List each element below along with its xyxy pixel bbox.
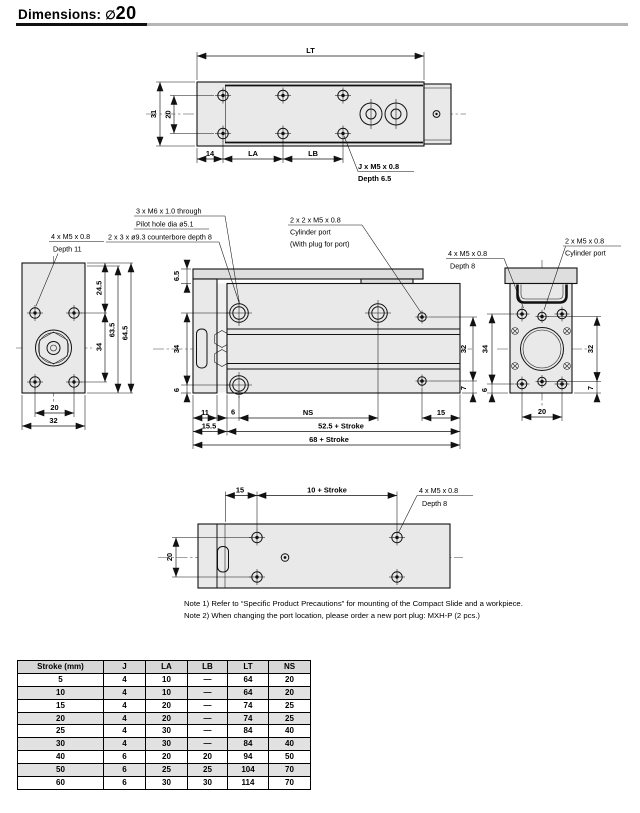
table-row bbox=[18, 764, 311, 777]
dim-label-20: 20 bbox=[165, 552, 174, 562]
front-view bbox=[106, 207, 477, 450]
table-cell: 6 bbox=[104, 764, 146, 777]
table-cell: 25 bbox=[269, 699, 311, 712]
table-cell: 40 bbox=[269, 725, 311, 738]
top-view bbox=[146, 46, 466, 183]
table-cell: 10 bbox=[18, 686, 104, 699]
column-header: Stroke (mm) bbox=[18, 661, 104, 674]
table-row bbox=[18, 712, 311, 725]
table-cell: 30 bbox=[146, 777, 188, 790]
dim-label-34: 34 bbox=[172, 344, 181, 354]
end-view bbox=[446, 237, 621, 422]
thread-depth-callout: Depth 6.5 bbox=[358, 174, 392, 183]
table-cell: — bbox=[188, 699, 228, 712]
thread-depth-callout: Depth 8 bbox=[422, 499, 448, 508]
dim-label-32: 32 bbox=[586, 344, 595, 354]
column-header: NS bbox=[269, 661, 311, 674]
dim-label-63-5: 63.5 bbox=[107, 322, 117, 338]
table-cell: 84 bbox=[228, 725, 269, 738]
dim-label-15: 15 bbox=[436, 408, 446, 417]
table-cell: 30 bbox=[146, 725, 188, 738]
dim-label-la: LA bbox=[248, 149, 258, 158]
dim-label-lt: LT bbox=[306, 46, 315, 55]
dim-label-20: 20 bbox=[163, 110, 173, 119]
table-cell: 5 bbox=[18, 673, 104, 686]
table-cell: 20 bbox=[18, 712, 104, 725]
table-cell: 40 bbox=[269, 738, 311, 751]
column-header: LA bbox=[146, 661, 188, 674]
table-cell: 20 bbox=[188, 751, 228, 764]
dim-label-6-5: 6.5 bbox=[172, 270, 181, 282]
table-cell: 64 bbox=[228, 686, 269, 699]
table-cell: 60 bbox=[18, 777, 104, 790]
port-callout-3: (With plug for port) bbox=[290, 239, 350, 249]
thread-callout: J x M5 x 0.8 bbox=[358, 162, 400, 171]
table-cell: 4 bbox=[104, 712, 146, 725]
table-cell: 74 bbox=[228, 712, 269, 725]
notes bbox=[184, 598, 523, 621]
table-cell: 25 bbox=[269, 712, 311, 725]
table-cell: 25 bbox=[18, 725, 104, 738]
table-cell: — bbox=[188, 738, 228, 751]
table-cell: 4 bbox=[104, 673, 146, 686]
thread-depth-callout: Depth 11 bbox=[53, 244, 82, 254]
diameter-symbol: ∅ bbox=[105, 8, 116, 22]
column-header: LT bbox=[228, 661, 269, 674]
table-row bbox=[18, 686, 311, 699]
table-row bbox=[18, 725, 311, 738]
title-label: Dimensions: bbox=[18, 7, 102, 22]
slide-table-plate bbox=[193, 269, 423, 279]
port-callout: 2 x 2 x M5 x 0.8 bbox=[290, 215, 341, 225]
dim-label-ns: NS bbox=[302, 408, 314, 417]
thread-callout: 4 x M5 x 0.8 bbox=[51, 232, 91, 241]
dim-label-20: 20 bbox=[50, 403, 59, 412]
left-side-view bbox=[16, 232, 133, 430]
cylinder-body bbox=[227, 284, 460, 394]
table-cell: 20 bbox=[269, 686, 311, 699]
table-cell: 4 bbox=[104, 686, 146, 699]
dimension-table bbox=[17, 660, 311, 790]
dim-label-24-5: 24.5 bbox=[94, 280, 104, 296]
table-cell: — bbox=[188, 686, 228, 699]
table-cell: 70 bbox=[269, 764, 311, 777]
table-cell: 4 bbox=[104, 738, 146, 751]
dim-label-34: 34 bbox=[480, 344, 490, 354]
table-cell: 15 bbox=[18, 699, 104, 712]
table-cap bbox=[505, 268, 577, 284]
bore-size: 20 bbox=[115, 3, 137, 23]
pilot-hole-callout: Pilot hole dia ø5.1 bbox=[136, 219, 194, 229]
port-callout-2: Cylinder port bbox=[290, 227, 331, 237]
table-row bbox=[18, 738, 311, 751]
table-cell: 74 bbox=[228, 699, 269, 712]
table-cell: 30 bbox=[146, 738, 188, 751]
table-cell: 114 bbox=[228, 777, 269, 790]
dim-label-31: 31 bbox=[149, 109, 158, 119]
dim-label-52-5-stroke: 52.5 + Stroke bbox=[318, 421, 364, 431]
dim-label-6b: 6 bbox=[230, 407, 236, 417]
table-cell: — bbox=[188, 712, 228, 725]
port-callout-2: Cylinder port bbox=[565, 248, 606, 258]
table-cell: 64 bbox=[228, 673, 269, 686]
dim-label-34: 34 bbox=[94, 342, 104, 352]
table-cell: 6 bbox=[104, 777, 146, 790]
dim-label-32: 32 bbox=[49, 416, 58, 425]
table-cell: 10 bbox=[146, 673, 188, 686]
left-view-body bbox=[22, 263, 85, 393]
dim-label-10-stroke: 10 + Stroke bbox=[307, 485, 347, 495]
table-cell: 4 bbox=[104, 699, 146, 712]
bottom-view-body bbox=[198, 524, 450, 588]
dim-label-15-5: 15.5 bbox=[201, 421, 217, 431]
thread-callout: 4 x M5 x 0.8 bbox=[448, 249, 488, 258]
dim-label-64-5: 64.5 bbox=[120, 325, 130, 341]
table-cell: 20 bbox=[146, 712, 188, 725]
table-cell: 30 bbox=[188, 777, 228, 790]
table-cell: 50 bbox=[18, 764, 104, 777]
dim-label-14: 14 bbox=[205, 149, 215, 158]
dim-label-15: 15 bbox=[235, 485, 245, 495]
dim-label-7: 7 bbox=[586, 385, 595, 391]
table-cell: 6 bbox=[104, 751, 146, 764]
dim-label-32: 32 bbox=[459, 344, 468, 354]
table-cell: 20 bbox=[146, 699, 188, 712]
table-cell: 20 bbox=[146, 751, 188, 764]
table-cell: 84 bbox=[228, 738, 269, 751]
table-header-row bbox=[18, 661, 311, 674]
table-cell: 104 bbox=[228, 764, 269, 777]
table-cell: — bbox=[188, 725, 228, 738]
column-header: LB bbox=[188, 661, 228, 674]
column-header: J bbox=[104, 661, 146, 674]
thread-depth-callout: Depth 8 bbox=[450, 261, 476, 271]
dim-label-11: 11 bbox=[201, 408, 209, 417]
dim-label-lb: LB bbox=[308, 149, 318, 158]
top-view-body bbox=[197, 82, 424, 146]
dim-label-20: 20 bbox=[537, 407, 547, 416]
note-2: Note 2) When changing the port location, please order a new port plug: MXH-P (2 pcs.) bbox=[184, 610, 480, 620]
thread-callout: 4 x M5 x 0.8 bbox=[419, 486, 459, 495]
table-cell: 25 bbox=[188, 764, 228, 777]
table-cell: 94 bbox=[228, 751, 269, 764]
table-cell: — bbox=[188, 673, 228, 686]
dim-label-6: 6 bbox=[172, 387, 181, 393]
table-cell: 50 bbox=[269, 751, 311, 764]
table-row bbox=[18, 751, 311, 764]
counterbore-callout: 2 x 3 x ø9.3 counterbore depth 8 bbox=[108, 232, 212, 242]
table-cell: 70 bbox=[269, 777, 311, 790]
table-cell: 20 bbox=[269, 673, 311, 686]
table-row bbox=[18, 673, 311, 686]
note-1: Note 1) Refer to “Specific Product Precautions” for mounting of the Compact Slide and a workpiece. bbox=[184, 599, 523, 608]
dim-label-68-stroke: 68 + Stroke bbox=[309, 435, 349, 444]
table-row bbox=[18, 777, 311, 790]
table-cell: 40 bbox=[18, 751, 104, 764]
table-cell: 4 bbox=[104, 725, 146, 738]
dim-label-6: 6 bbox=[480, 387, 489, 393]
table-cell: 30 bbox=[18, 738, 104, 751]
table-cell: 25 bbox=[146, 764, 188, 777]
table-row bbox=[18, 699, 311, 712]
through-hole-callout: 3 x M6 x 1.0 through bbox=[136, 206, 202, 216]
table-cell: 10 bbox=[146, 686, 188, 699]
port-callout: 2 x M5 x 0.8 bbox=[565, 236, 605, 246]
dim-label-7: 7 bbox=[459, 385, 468, 391]
bottom-view bbox=[158, 486, 473, 589]
